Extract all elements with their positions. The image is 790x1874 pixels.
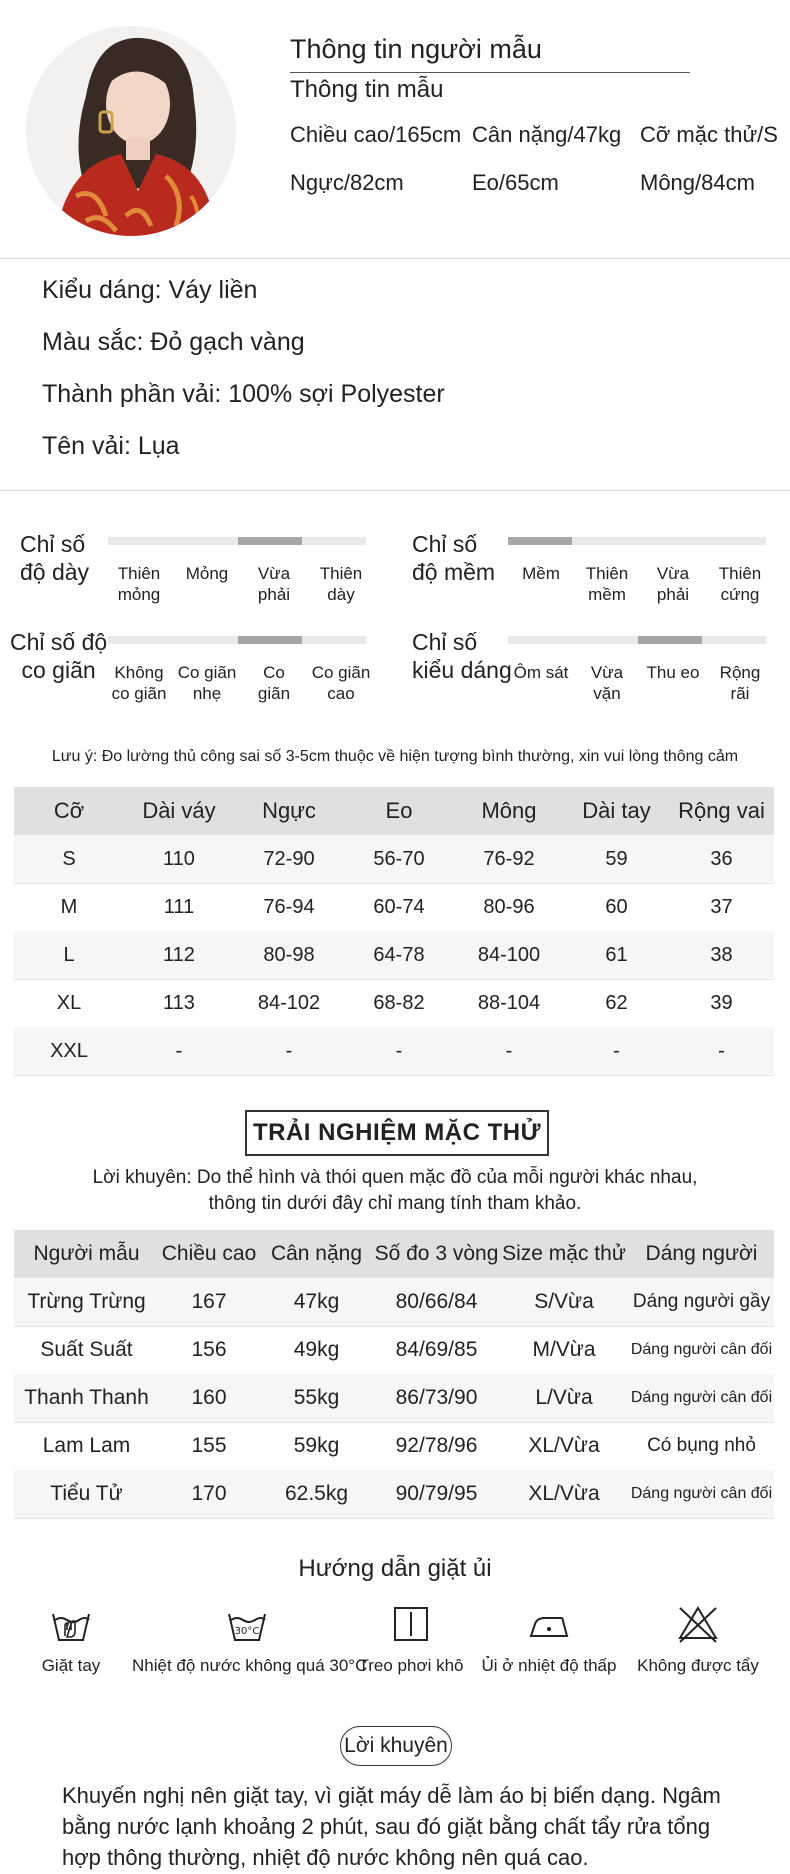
col-header-measurements: Số đo 3 vòng — [374, 1242, 499, 1265]
section-divider — [0, 258, 790, 259]
table-row — [14, 979, 774, 1028]
cell-measurements: 90/79/95 — [395, 1482, 478, 1505]
wash-label: Giặt tay — [41, 1656, 101, 1675]
cell-hip: 84-100 — [477, 944, 541, 966]
attr-material: Thành phần vải: 100% sợi Polyester — [42, 380, 445, 408]
iron-low-icon — [525, 1600, 573, 1648]
cell-size: XXL — [50, 1040, 88, 1062]
table-row — [14, 1278, 774, 1327]
model-try-size: Cỡ mặc thử/S — [640, 122, 778, 147]
cell-dress-length: 112 — [163, 944, 195, 966]
cell-model: Lam Lam — [42, 1434, 131, 1457]
silhouette-index-title: Chỉ số kiểu dáng — [412, 629, 512, 683]
table-row — [14, 1470, 774, 1519]
cell-hip: - — [505, 1040, 513, 1062]
cell-model: Suất Suất — [40, 1338, 133, 1361]
water-temp-30-icon — [223, 1600, 271, 1648]
cell-waist: 68-82 — [373, 992, 425, 1014]
softness-scale-bar — [508, 537, 766, 545]
silhouette-option-4: Rộng rãi — [719, 663, 761, 703]
col-header-model: Người mẫu — [33, 1242, 140, 1265]
col-header-shoulder: Rộng vai — [678, 798, 765, 823]
wash-item-hand-wash — [30, 1600, 112, 1676]
col-header-size: Cỡ — [53, 798, 85, 823]
col-header-dress-length: Dài váy — [142, 798, 216, 823]
cell-model: Thanh Thanh — [24, 1386, 149, 1409]
cell-size: L — [63, 944, 75, 966]
cell-bust: 72-90 — [263, 848, 315, 870]
cell-sleeve: 62 — [605, 992, 628, 1014]
cell-shoulder: 37 — [710, 896, 733, 918]
softness-index-title: Chỉ số độ mềm — [412, 531, 496, 585]
wash-item-water-temp — [132, 1600, 368, 1676]
softness-option-4: Thiên cứng — [718, 564, 762, 604]
cell-height: 155 — [191, 1434, 227, 1457]
wash-item-hang-dry — [352, 1600, 470, 1676]
cell-waist: - — [395, 1040, 403, 1062]
silhouette-selected-marker — [638, 636, 702, 644]
cell-try-size: XL/Vừa — [528, 1482, 600, 1505]
model-waist: Eo/65cm — [472, 170, 559, 195]
cell-body-type: Dáng người cân đối — [630, 1389, 773, 1406]
cell-body-type: Có bụng nhỏ — [647, 1435, 756, 1456]
stretch-index-title: Chỉ số độ co giãn — [10, 629, 108, 683]
cell-hip: 76-92 — [483, 848, 535, 870]
model-weight: Cân nặng/47kg — [472, 122, 622, 147]
softness-option-2: Thiên mềm — [585, 564, 629, 604]
softness-option-1: Mềm — [522, 564, 560, 583]
model-info-title: Thông tin người mẫu — [290, 34, 542, 64]
col-header-sleeve: Dài tay — [582, 798, 651, 823]
model-height: Chiều cao/165cm — [290, 122, 462, 147]
measurement-note: Lưu ý: Đo lường thủ công sai số 3-5cm thuộc về hiện tượng bình thường, xin vui lòng thông cảm — [51, 748, 739, 765]
cell-dress-length: - — [175, 1040, 183, 1062]
cell-waist: 56-70 — [373, 848, 425, 870]
cell-waist: 60-74 — [373, 896, 425, 918]
cell-bust: 84-102 — [257, 992, 321, 1014]
section-divider — [0, 490, 790, 491]
hand-wash-icon — [47, 1600, 95, 1648]
cell-body-type: Dáng người cân đối — [630, 1341, 773, 1358]
cell-weight: 49kg — [293, 1338, 340, 1361]
size-table-header — [14, 787, 774, 836]
cell-weight: 59kg — [293, 1434, 340, 1457]
model-bust: Ngực/82cm — [290, 170, 404, 195]
stretch-option-1: Không co giãn — [111, 663, 167, 703]
cell-sleeve: 60 — [605, 896, 628, 918]
col-header-body-type: Dáng người — [645, 1242, 758, 1265]
thickness-option-3: Vừa phải — [257, 564, 291, 604]
cell-size: XL — [56, 992, 82, 1014]
thickness-option-1: Thiên mỏng — [117, 564, 161, 604]
cell-shoulder: 36 — [710, 848, 733, 870]
cell-height: 170 — [191, 1482, 227, 1505]
stretch-option-4: Co giãn cao — [311, 663, 371, 703]
cell-try-size: M/Vừa — [532, 1338, 596, 1361]
cell-hip: 88-104 — [477, 992, 541, 1014]
softness-option-3: Vừa phải — [656, 564, 690, 604]
silhouette-option-1: Ôm sát — [513, 663, 569, 682]
advice-text: Khuyến nghị nên giặt tay, vì giặt máy dễ làm áo bị biến dạng. Ngâm bằng nước lạnh khoảng 2 phút, sau đó giặt bằng chất tẩy rửa tổng hợp thông thường, nhiệt độ nước không nên quá cao. — [62, 1783, 721, 1870]
table-row — [14, 1027, 774, 1076]
stretch-option-2: Co giãn nhẹ — [177, 663, 237, 703]
cell-measurements: 84/69/85 — [395, 1338, 478, 1361]
model-photo — [26, 26, 236, 236]
table-row — [14, 1374, 774, 1423]
attr-style: Kiểu dáng: Váy liền — [42, 276, 258, 304]
cell-measurements: 86/73/90 — [395, 1386, 478, 1409]
cell-try-size: XL/Vừa — [528, 1434, 600, 1457]
cell-size: S — [62, 848, 76, 870]
tryon-table-header — [14, 1230, 774, 1279]
table-row — [14, 883, 774, 932]
model-portrait-image — [26, 26, 236, 236]
table-row — [14, 1422, 774, 1471]
silhouette-option-2: Vừa vặn — [590, 663, 624, 703]
cell-sleeve: 61 — [605, 944, 628, 966]
cell-sleeve: 59 — [605, 848, 628, 870]
table-row — [14, 931, 774, 980]
wash-label: Không được tẩy — [637, 1656, 759, 1675]
advice-title: Lời khuyên — [340, 1726, 452, 1766]
thickness-option-4: Thiên dày — [319, 564, 363, 604]
cell-shoulder: - — [718, 1040, 725, 1062]
col-header-waist: Eo — [385, 798, 413, 823]
cell-weight: 62.5kg — [284, 1482, 349, 1505]
cell-sleeve: - — [613, 1040, 620, 1062]
col-header-height: Chiều cao — [161, 1242, 257, 1265]
thickness-selected-marker — [238, 537, 302, 545]
cell-bust: - — [285, 1040, 293, 1062]
cell-shoulder: 39 — [710, 992, 733, 1014]
cell-measurements: 92/78/96 — [395, 1434, 478, 1457]
col-header-try-size: Size mặc thử — [502, 1242, 626, 1265]
cell-measurements: 80/66/84 — [395, 1290, 478, 1313]
col-header-hip: Mông — [481, 798, 537, 823]
attr-fabric: Tên vải: Lụa — [42, 432, 180, 460]
attr-color: Màu sắc: Đỏ gạch vàng — [42, 328, 305, 356]
cell-body-type: Dáng người gầy — [632, 1291, 771, 1312]
cell-try-size: L/Vừa — [535, 1386, 593, 1409]
cell-shoulder: 38 — [710, 944, 733, 966]
hang-dry-icon — [387, 1600, 435, 1648]
tryon-advice-line2: thông tin dưới đây chỉ mang tính tham khảo. — [208, 1193, 582, 1214]
col-header-weight: Cân nặng — [270, 1242, 363, 1265]
stretch-selected-marker — [238, 636, 302, 644]
wash-item-no-bleach — [636, 1600, 760, 1676]
silhouette-scale-bar — [508, 636, 766, 644]
svg-text:30°C: 30°C — [234, 1626, 260, 1637]
cell-dress-length: 111 — [163, 896, 195, 918]
cell-body-type: Dáng người cân đối — [630, 1485, 773, 1502]
wash-item-iron-low — [478, 1600, 620, 1676]
cell-bust: 80-98 — [263, 944, 315, 966]
wash-guide-title: Hướng dẫn giặt ủi — [298, 1555, 492, 1582]
tryon-table — [14, 1230, 774, 1518]
cell-height: 156 — [191, 1338, 227, 1361]
wash-label: Nhiệt độ nước không quá 30°C — [132, 1656, 368, 1675]
stretch-scale-bar — [108, 636, 366, 644]
cell-weight: 47kg — [293, 1290, 340, 1313]
cell-model: Tiểu Tử — [50, 1482, 123, 1505]
cell-model: Trừng Trừng — [27, 1290, 146, 1313]
cell-hip: 80-96 — [483, 896, 535, 918]
cell-weight: 55kg — [293, 1386, 340, 1409]
cell-try-size: S/Vừa — [534, 1290, 594, 1313]
table-row — [14, 835, 774, 884]
cell-height: 160 — [191, 1386, 227, 1409]
title-underline — [290, 72, 690, 73]
table-row — [14, 1326, 774, 1375]
tryon-section-title: TRẢI NGHIỆM MẶC THỬ — [245, 1110, 549, 1156]
cell-height: 167 — [191, 1290, 227, 1313]
model-info-subtitle: Thông tin mẫu — [290, 76, 444, 103]
wash-label: Treo phơi khô — [358, 1656, 464, 1675]
cell-size: M — [60, 896, 78, 918]
cell-waist: 64-78 — [373, 944, 425, 966]
tryon-advice-line1: Lời khuyên: Do thể hình và thói quen mặc đồ của mỗi người khác nhau, — [92, 1167, 698, 1188]
cell-dress-length: 110 — [163, 848, 195, 870]
cell-bust: 76-94 — [263, 896, 315, 918]
size-table — [14, 787, 774, 1067]
thickness-index-title: Chỉ số độ dày — [20, 531, 90, 585]
stretch-option-3: Co giãn — [257, 663, 291, 703]
no-bleach-icon — [674, 1600, 722, 1648]
silhouette-option-3: Thu eo — [646, 663, 700, 682]
col-header-bust: Ngực — [262, 798, 316, 823]
softness-selected-marker — [508, 537, 572, 545]
wash-label: Ủi ở nhiệt độ thấp — [481, 1656, 617, 1675]
cell-dress-length: 113 — [163, 992, 195, 1014]
model-hip: Mông/84cm — [640, 170, 755, 195]
thickness-scale-bar — [108, 537, 366, 545]
thickness-option-2: Mỏng — [185, 564, 229, 583]
